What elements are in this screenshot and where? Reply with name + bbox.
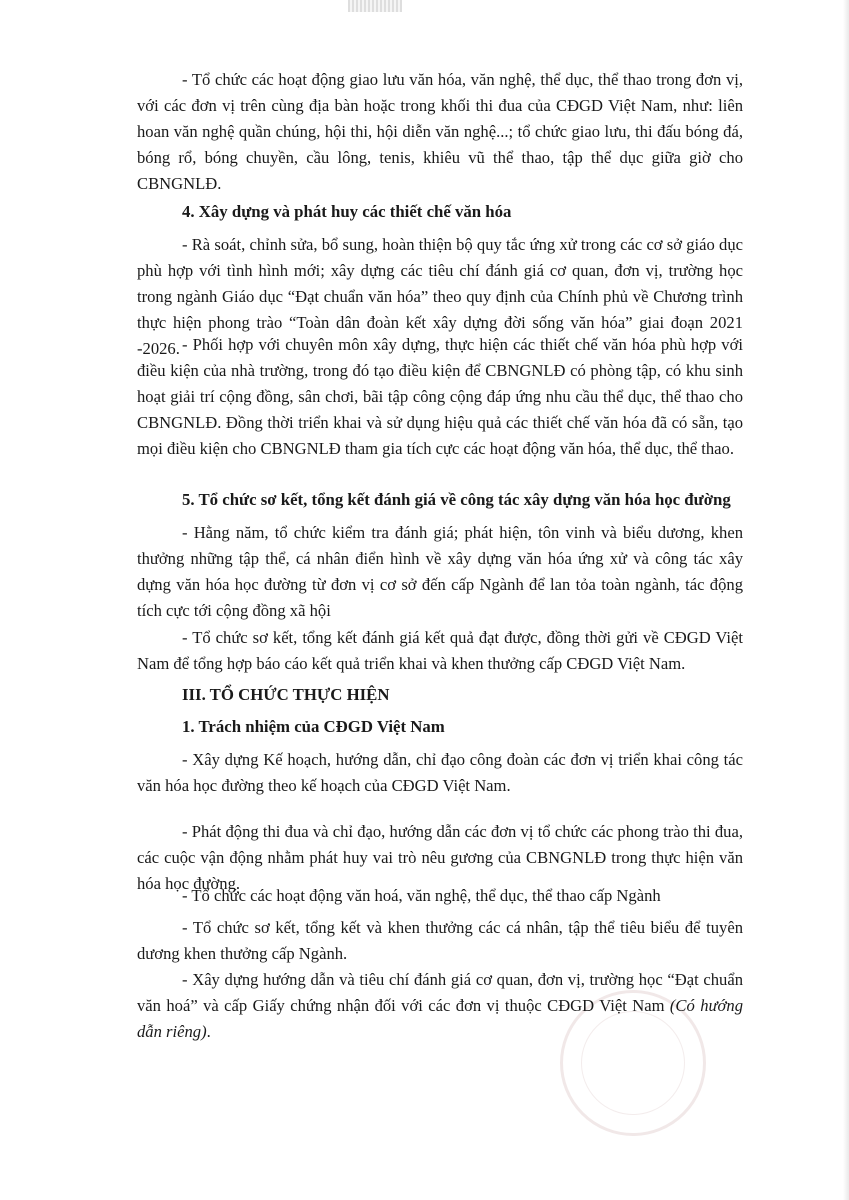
paragraph-guidelines: - Xây dựng hướng dẫn và tiêu chí đánh giá cơ quan, đơn vị, trường học “Đạt chuẩn văn hoá” và cấp Giấy chứng nhận đối với các đơn vị thuộc CĐGD Việt Nam (Có hướng dẫn riêng).: [137, 970, 743, 1041]
paragraph-rewards: - Tổ chức sơ kết, tổng kết và khen thưởng các cá nhân, tập thể tiêu biểu để tuyên dương khen thưởng cấp Ngành.: [137, 918, 743, 963]
paragraph-annual-review: - Hằng năm, tổ chức kiểm tra đánh giá; phát hiện, tôn vinh và biểu dương, khen thưởng những tập thể, cá nhân điển hình về xây dựng văn hóa ứng xử và công tác xây dựng văn hóa học đường từ đơn vị cơ sở đến cấp Ngành để lan tỏa toàn ngành, tác động tích cực tới cộng đồng xã hội: [137, 523, 743, 620]
scan-edge: [843, 0, 849, 1200]
heading-part-3: III. TỔ CHỨC THỰC HIỆN: [182, 685, 390, 704]
paragraph-plan: - Xây dựng Kế hoạch, hướng dẫn, chỉ đạo công đoàn các đơn vị triển khai công tác văn hóa học đường theo kế hoạch của CĐGD Việt Nam.: [137, 750, 743, 795]
paragraph-cultural-exchange: - Tổ chức các hoạt động giao lưu văn hóa, văn nghệ, thể dục, thể thao trong đơn vị, với các đơn vị trên cùng địa bàn hoặc trong khối thi đua của CĐGD Việt Nam, như: liên hoan văn nghệ quần chúng, hội thi, hội diễn văn nghệ...; tổ chức giao lưu, thi đấu bóng đá, bóng rổ, bóng chuyền, cầu lông, tenis, khiêu vũ thể thao, tập thể dục giữa giờ cho CBNGNLĐ.: [137, 70, 743, 193]
paragraph-activities: - Tổ chức các hoạt động văn hoá, văn nghệ, thể dục, thể thao cấp Ngành: [182, 886, 661, 905]
paragraph-code-of-conduct: - Rà soát, chỉnh sửa, bổ sung, hoàn thiện bộ quy tắc ứng xử trong các cơ sở giáo dục phù hợp với tình hình mới; xây dựng các tiêu chí đánh giá cơ quan, đơn vị, trường học trong ngành Giáo dục “Đạt chuẩn văn hóa” theo quy định của Chính phủ về Chương trình thực hiện phong trào “Toàn dân đoàn kết xây dựng đời sống văn hóa” giai đoạn 2021 -2026.: [137, 235, 743, 358]
scan-mark: [348, 0, 402, 12]
heading-section-4: 4. Xây dựng và phát huy các thiết chế văn hóa: [182, 202, 512, 221]
heading-section-5: 5. Tổ chức sơ kết, tổng kết đánh giá về công tác xây dựng văn hóa học đường: [182, 490, 731, 509]
heading-responsibility: 1. Trách nhiệm của CĐGD Việt Nam: [182, 717, 445, 736]
paragraph-cultural-institutions: - Phối hợp với chuyên môn xây dựng, thực hiện các thiết chế văn hóa phù hợp với điều kiện của nhà trường, trong đó tạo điều kiện để CBNGNLĐ có phòng tập, có khu sinh hoạt giải trí cộng đồng, sân chơi, bãi tập công cộng đáp ứng nhu cầu thể dục, thể thao cho CBNGNLĐ. Đồng thời triển khai và sử dụng hiệu quả các thiết chế văn hóa đã có sẵn, tạo mọi điều kiện cho CBNGNLĐ tham gia tích cực các hoạt động văn hóa, thể dục, thể thao.: [137, 335, 743, 458]
note-emphasis: (Có hướng dẫn riêng): [137, 996, 743, 1041]
paragraph-summary-report: - Tổ chức sơ kết, tổng kết đánh giá kết quả đạt được, đồng thời gửi về CĐGD Việt Nam để tổng hợp báo cáo kết quả triển khai và khen thưởng cấp CĐGD Việt Nam.: [137, 628, 743, 673]
paragraph-emulation: - Phát động thi đua và chỉ đạo, hướng dẫn các đơn vị tổ chức các phong trào thi đua, các cuộc vận động nhằm phát huy vai trò nêu gương của CBNGNLĐ trong thực hiện văn hóa học đường.: [137, 822, 743, 893]
